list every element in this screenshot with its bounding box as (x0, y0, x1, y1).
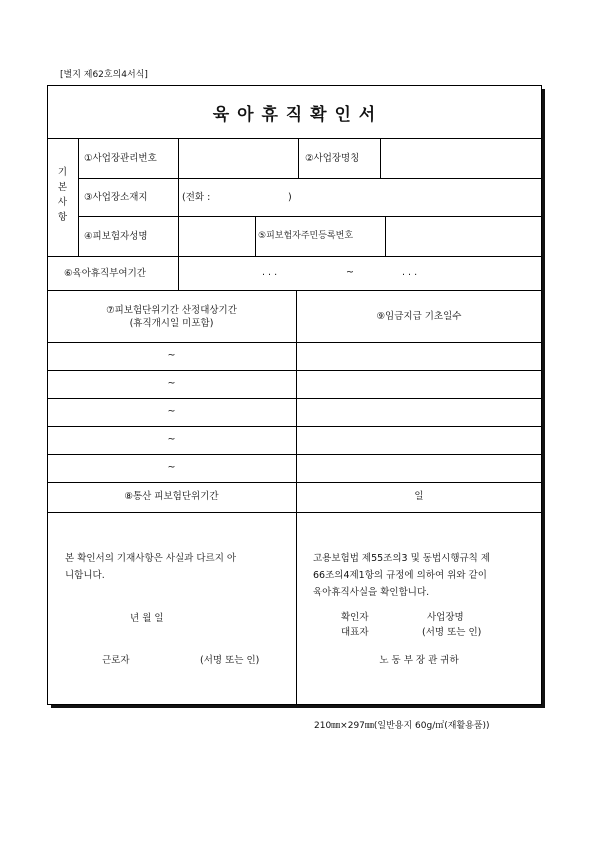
insured-name-label: ④피보험자성명 (84, 231, 148, 242)
wage-days-fields[interactable] (297, 343, 541, 481)
leave-period-field[interactable] (179, 257, 541, 289)
period-row-1[interactable]: ~ (167, 350, 176, 361)
divider (47, 512, 542, 513)
insured-rrn-label: ⑤피보험자주민등록번호 (258, 231, 354, 241)
insured-period-header: ⑦피보험단위기간 산정대상기간 (휴직개시일 미포함) (106, 305, 237, 329)
leave-end-dots: . . . (402, 267, 418, 278)
phone-close: ) (288, 192, 292, 203)
legal-statement-line1: 고용보험법 제55조의3 및 동법시행규칙 제 (313, 553, 491, 564)
worker-statement-line2: 니함니다. (65, 570, 105, 581)
total-period-label: ⑧통산 피보험단위기간 (124, 491, 219, 502)
confirmer-biz-name[interactable]: 사업장명 (427, 612, 464, 623)
addressee: 노 동 부 장 관 귀하 (379, 655, 459, 666)
period-row-5[interactable]: ~ (167, 462, 176, 473)
biz-address-label: ③사업장소재지 (84, 192, 148, 203)
divider (78, 178, 542, 179)
representative-sign-note[interactable]: (서명 또는 인) (422, 627, 482, 638)
period-row-2[interactable]: ~ (167, 378, 176, 389)
basic-info-label: 기 본 사 항 (57, 167, 68, 223)
insured-rrn-field[interactable] (386, 217, 541, 255)
worker-sign-note[interactable]: (서명 또는 인) (200, 655, 260, 666)
biz-mgmt-no-field[interactable] (179, 139, 297, 177)
frame-shadow-bottom (51, 705, 545, 708)
divider (298, 138, 299, 178)
divider (255, 216, 256, 256)
leave-period-label: ⑥육아휴직부여기간 (64, 268, 146, 279)
biz-mgmt-no-label: ①사업장관리번호 (84, 153, 157, 164)
biz-name-field[interactable] (381, 139, 541, 177)
phone-open: (전화 : (182, 192, 211, 203)
worker-label: 근로자 (102, 655, 130, 666)
total-period-unit: 일 (414, 491, 424, 502)
paper-spec-footer: 210㎜×297㎜(일반용지 60g/㎡(재활용품)) (314, 721, 490, 731)
period-row-3[interactable]: ~ (167, 406, 176, 417)
divider (78, 138, 79, 256)
phone-field[interactable] (230, 182, 285, 212)
leave-start-dots: . . . (262, 267, 278, 278)
divider (47, 290, 542, 291)
leave-tilde: ~ (346, 267, 354, 278)
insured-name-field[interactable] (179, 217, 254, 255)
worker-date: 년 월 일 (130, 613, 164, 624)
worker-statement-line1: 본 확인서의 기재사항은 사실과 다르지 아 (65, 553, 237, 564)
form-reference: [별지 제62호의4서식] (60, 70, 148, 80)
form-title: 육 아 휴 직 확 인 서 (212, 105, 377, 125)
legal-statement-line3: 육아휴직사실을 확인합니다. (313, 587, 430, 598)
wage-days-header: ⑨임금지급 기초일수 (376, 311, 462, 322)
period-row-4[interactable]: ~ (167, 434, 176, 445)
representative-label: 대표자 (341, 627, 369, 638)
legal-statement-line2: 66조의4제1항의 규정에 의하여 위와 같이 (313, 570, 487, 581)
frame-shadow-right (542, 89, 545, 708)
biz-name-label: ②사업장명칭 (305, 153, 360, 164)
confirmer-label: 확인자 (341, 612, 369, 623)
divider (47, 482, 542, 483)
